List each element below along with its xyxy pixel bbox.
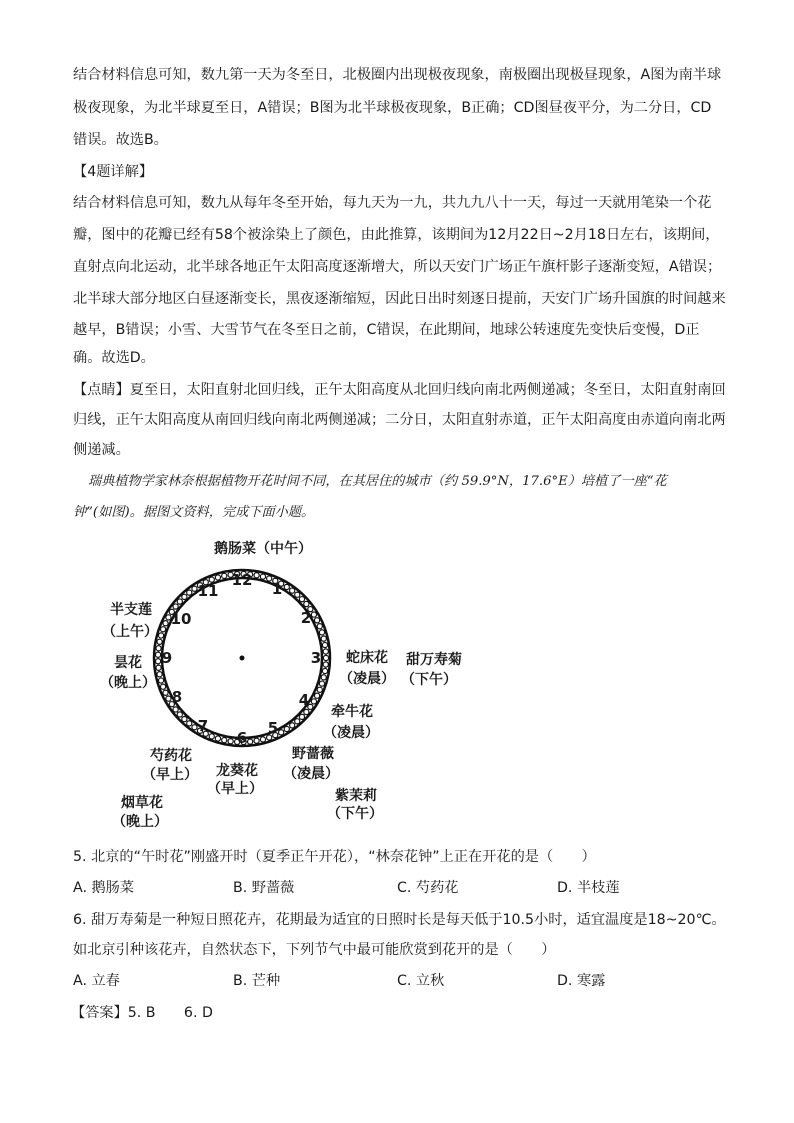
q5-option-b[interactable]: B. 野蔷薇 [233,880,295,896]
clock-petal [295,719,300,724]
clock-petal [314,693,319,698]
clock-petal [215,736,220,741]
heading-q4-detail: 【4题详解】 [73,164,153,180]
label-tanhua: 昙花 [114,655,142,671]
q6-option-b[interactable]: B. 芒种 [233,973,281,989]
clock-petal [173,604,178,609]
clock-petal [157,672,162,677]
intro-line1: 瑞典植物学家林奈根据植物开花时间不同，在其居住的城市（约 59.9°N，17.6°E）培植了一座“花 [88,474,667,489]
note-line1: 【点睛】夏至日，太阳直射北回归线，正午太阳高度从北回归线向南北两侧递减；冬至日，太阳直射南回 [73,382,726,398]
label-yeqiangwei-time: （凌晨） [283,766,339,782]
clock-petal [322,642,327,647]
label-longkuihua: 龙葵花 [216,763,258,779]
para1-line2: 极夜现象，为北半球夏至日，A错误；B图为北半球极夜现象，B正确；CD图昼夜平分，为二分日，CD [73,100,712,116]
clock-petal [177,599,182,604]
para4-line3: 直射点向北运动，北半球各地正午太阳高度逐渐增大，所以天安门广场正午旗杆影子逐渐变短，A错误； [73,259,722,275]
q5-option-a[interactable]: A. 鹅肠菜 [73,880,135,896]
clock-petal [284,726,289,731]
label-shechuanghua: 蛇床花 [346,650,388,666]
clock-petal [254,738,259,743]
q5-option-d[interactable]: D. 半枝莲 [557,880,620,896]
q6-option-d[interactable]: D. 寒露 [557,973,606,989]
clock-petal [222,738,227,743]
note-line3: 侧递减。 [73,442,130,458]
clock-petal [260,737,265,742]
answer-line [71,1003,213,1023]
label-tianwanshouju-time: （下午） [401,672,457,688]
label-shaoyaohua-time: （早上） [142,767,198,783]
para4-line2: 瓣，图中的花瓣已经有58个被涂染上了颜色，由此推算，该期间为12月22日~2月18日左右，该期间， [73,227,720,243]
clock-petal [319,681,324,686]
clock-petal [260,574,265,579]
label-tianwanshouju: 甜万寿菊 [406,652,462,668]
clock-petal [321,636,326,641]
para1-line3: 错误。故选B。 [73,132,168,148]
clock-petal [177,712,182,717]
para4-line1: 结合材料信息可知，数九从每年冬至开始，每九天为一九，共九九八十一天，每过一天就用笔染一个花 [73,195,712,211]
clock-petal [187,590,192,595]
clock-number-1: 1 [271,580,283,598]
clock-number-9: 9 [161,649,173,667]
clock-petal [322,668,327,673]
clock-number-4: 4 [298,691,310,709]
answer-text: 5. B 6. D [127,1005,213,1021]
label-zimoli-time: （下午） [327,806,383,822]
q6-option-c[interactable]: C. 立秋 [397,973,445,989]
clock-center-dot [240,656,245,661]
clock-petal [222,573,227,578]
clock-petal [163,621,168,626]
clock-petal [304,601,309,606]
para4-line4: 北半球大部分地区白昼逐渐变长，黑夜逐渐缩短，因此日出时刻逐日提前，天安门广场升国旗的时间越来 [73,291,726,307]
clock-petal [299,714,304,719]
clock-petal [158,633,163,638]
label-yancaohua: 烟草花 [121,795,163,811]
label-zimoli: 紫茉莉 [335,788,377,804]
answer-label: 【答案】 [71,1005,128,1021]
label-tanhua-time: （晚上） [100,675,156,691]
clock-number-10: 10 [170,610,192,628]
label-banzhilian: 半支莲 [110,602,152,618]
label-qianniuhua-time: （凌晨） [323,725,379,741]
label-echangcai: 鹅肠菜（中午） [214,541,312,557]
clock-petal [182,717,187,722]
clock-petal [317,687,322,692]
q6-stem-line1: 6. 甜万寿菊是一种短日照花卉，花期最为适宜的日照时长是每天低于10.5小时，适宜温度是18~20℃。 [73,912,726,928]
clock-number-11: 11 [197,582,219,600]
para1-line1: 结合材料信息可知，数九第一天为冬至日，北极圈内出现极夜现象，南极圈出现极昼现象，A图为南半球 [73,67,722,83]
clock-petal [215,575,220,580]
clock-petal [158,678,163,683]
label-longkuihua-time: （早上） [207,781,263,797]
clock-petal [160,684,165,689]
clock-petal [290,723,295,728]
label-banzhilian-time: （上午） [102,624,158,640]
para4-line6: 确。故选D。 [73,350,155,366]
intro-line2: 钟”(如图)。据图文资料，完成下面小题。 [73,505,315,520]
clock-number-12: 12 [231,571,253,589]
note-line2: 归线，正午太阳高度从南回归线向南北两侧递减；二分日，太阳直射赤道，正午太阳高度由赤道向南北两 [73,412,726,428]
q6-stem-line2: 如北京引种该花卉，自然状态下，下列节气中最可能欣赏到花开的是（ ） [73,942,556,958]
clock-number-2: 2 [300,609,312,627]
clock-petal [321,675,326,680]
clock-petal [317,624,322,629]
label-shechuanghua-time: （凌晨） [339,671,395,687]
label-qianniuhua: 牵牛花 [331,704,373,720]
label-yeqiangwei: 野蔷薇 [292,746,334,762]
label-yancaohua-time: （晚上） [112,814,168,830]
clock-petal [160,627,165,632]
clock-petal [290,588,295,593]
q6-option-a[interactable]: A. 立春 [73,973,120,989]
clock-number-5: 5 [267,719,279,737]
clock-petal [304,709,309,714]
clock-number-6: 6 [236,729,248,747]
clock-petal [173,707,178,712]
label-shaoyaohua: 芍药花 [150,748,192,764]
q5-stem: 5. 北京的“午时花”刚盛开时（夏季正午开花），“林奈花钟”上正在开花的是（ ） [73,849,596,865]
q5-option-c[interactable]: C. 芍药花 [397,880,459,896]
clock-number-8: 8 [171,688,183,706]
clock-petal [295,592,300,597]
para4-line5: 越早，B错误；小雪、大雪节气在冬至日之前，C错误，在此期间，地球公转速度先变快后变慢，D正 [73,322,700,338]
clock-number-3: 3 [310,649,322,667]
clock-petal [254,573,259,578]
clock-petal [299,597,304,602]
clock-number-7: 7 [197,717,209,735]
clock-petal [319,630,324,635]
clock-petal [182,594,187,599]
